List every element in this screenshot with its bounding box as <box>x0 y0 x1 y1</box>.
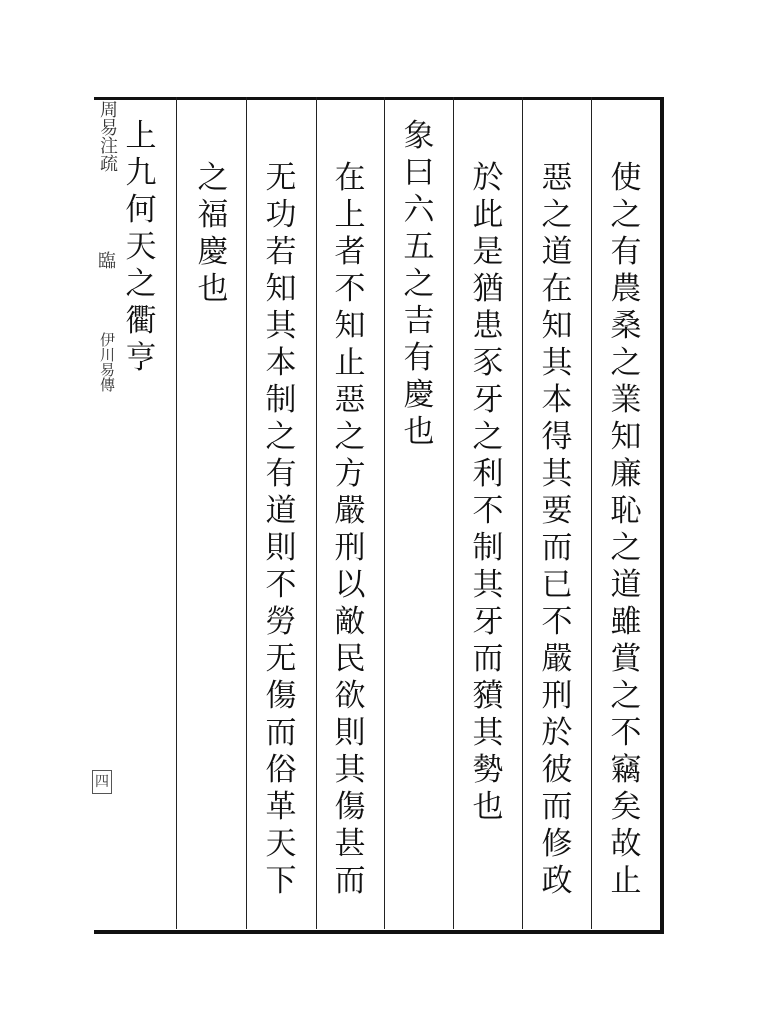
text-column: 象 曰 六 五 之 吉 有 慶 也 <box>403 118 435 450</box>
text-column: 无 功 若 知 其 本 制 之 有 道 則 不 勞 无 傷 而 俗 革 天 下 <box>265 160 297 899</box>
column-rule <box>176 97 177 929</box>
margin-title: 周易注疏 <box>97 100 118 172</box>
text-column: 使 之 有 農 桑 之 業 知 廉 恥 之 道 雖 賞 之 不 竊 矣 故 止 <box>610 160 642 899</box>
text-column: 上 九 何 天 之 衢 亨 <box>125 118 157 376</box>
page-number: 四 <box>92 770 112 794</box>
text-column: 於 此 是 猶 患 豕 牙 之 利 不 制 其 牙 而 豶 其 勢 也 <box>472 160 504 825</box>
margin-label <box>95 100 119 392</box>
column-rule <box>522 97 523 929</box>
text-column: 之 福 慶 也 <box>197 160 229 307</box>
column-rule <box>384 97 385 929</box>
margin-author: 伊川易傳 <box>98 332 116 392</box>
page-frame <box>94 97 664 934</box>
column-rule <box>591 97 592 929</box>
column-rule <box>453 97 454 929</box>
text-column: 在 上 者 不 知 止 惡 之 方 嚴 刑 以 敵 民 欲 則 其 傷 甚 而 <box>334 160 366 899</box>
column-rule <box>316 97 317 929</box>
text-column: 惡 之 道 在 知 其 本 得 其 要 而 已 不 嚴 刑 於 彼 而 修 政 <box>541 160 573 899</box>
column-rule <box>246 97 247 929</box>
margin-section: 臨 <box>98 251 116 272</box>
